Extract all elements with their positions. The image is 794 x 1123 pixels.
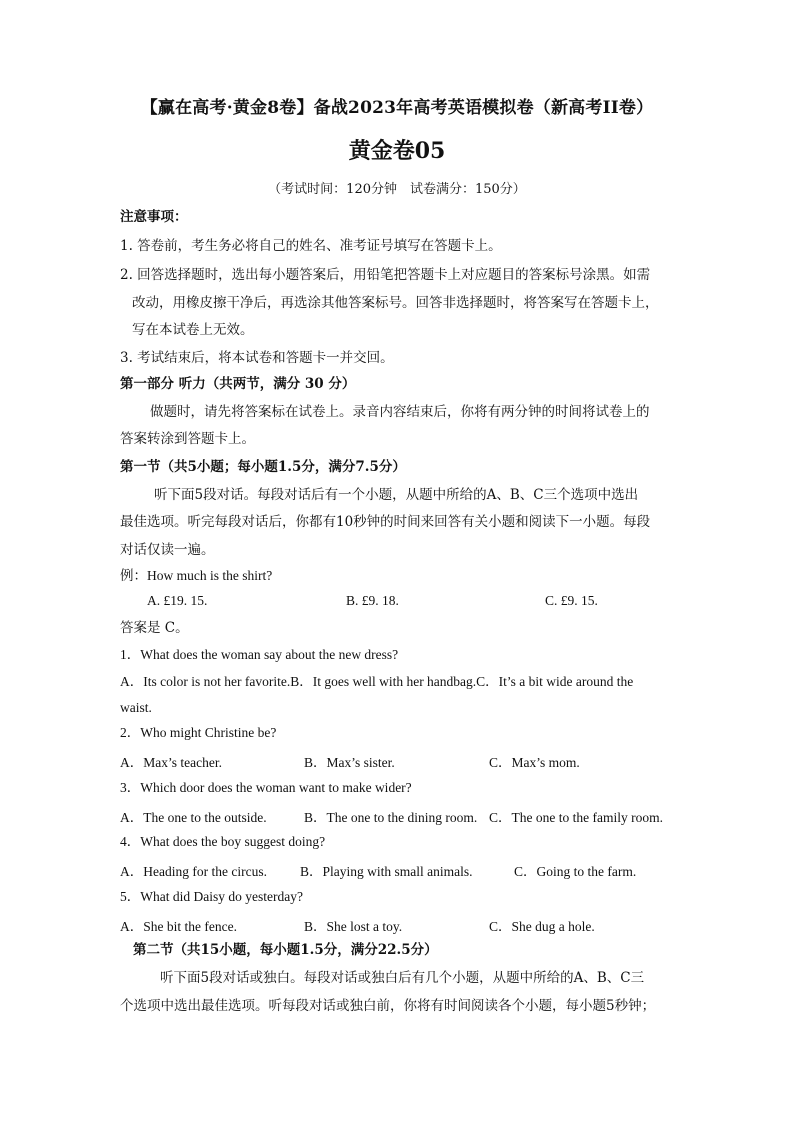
- note-item: 写在本试卷上无效。: [132, 322, 254, 338]
- exam-info: （考试时间：120分钟 试卷满分：150分）: [268, 182, 526, 197]
- example-option: A. £19. 15.: [147, 593, 208, 608]
- question-options: A．Its color is not her favorite.B．It goes well with her handbag.C．It’s a bit wide around the: [120, 674, 634, 689]
- option: B．Playing with small animals.: [300, 864, 473, 879]
- part1-intro: 答案转涂到答题卡上。: [120, 431, 255, 447]
- question-stem: 3．Which door does the woman want to make wider?: [120, 780, 412, 795]
- question-stem: 4．What does the boy suggest doing?: [120, 834, 326, 849]
- section1-heading: 第一节（共5小题；每小题1.5分，满分7.5分）: [120, 459, 406, 475]
- note-item: 2. 回答选择题时，选出每小题答案后，用铅笔把答题卡上对应题目的答案标号涂黑。如需: [120, 267, 651, 283]
- note-item: 改动，用橡皮擦干净后，再选涂其他答案标号。回答非选择题时，将答案写在答题卡上，: [132, 295, 659, 311]
- option: C．Max’s mom.: [489, 755, 580, 770]
- exam-subtitle: 黄金卷05: [348, 138, 446, 164]
- question-stem: 5．What did Daisy do yesterday?: [120, 889, 303, 904]
- option: B．She lost a toy.: [304, 919, 403, 934]
- section1-intro: 最佳选项。听完每段对话后，你都有10秒钟的时间来回答有关小题和阅读下一小题。每段: [120, 514, 651, 530]
- option: A．The one to the outside.: [120, 810, 267, 825]
- part1-intro: 做题时，请先将答案标在试卷上。录音内容结束后，你将有两分钟的时间将试卷上的: [150, 404, 650, 420]
- section2-intro: 听下面5段对话或独白。每段对话或独白后有几个小题，从题中所给的A、B、C三: [160, 970, 645, 986]
- option: B．Max’s sister.: [304, 755, 395, 770]
- part1-heading: 第一部分 听力（共两节，满分 30 分）: [120, 376, 356, 392]
- section2-intro: 个选项中选出最佳选项。听每段对话或独白前，你将有时间阅读各个小题，每小题5秒钟；: [120, 998, 656, 1014]
- exam-title: 【赢在高考·黄金8卷】备战2023年高考英语模拟卷（新高考II卷）: [140, 98, 654, 118]
- example-question: 例：How much is the shirt?: [120, 568, 273, 583]
- section1-intro: 听下面5段对话。每段对话后有一个小题，从题中所给的A、B、C三个选项中选出: [154, 487, 639, 503]
- option: A．Heading for the circus.: [120, 864, 267, 879]
- question-stem: 1．What does the woman say about the new dress?: [120, 647, 399, 662]
- option: C．She dug a hole.: [489, 919, 595, 934]
- notes-heading: 注意事项：: [120, 209, 188, 225]
- section1-intro: 对话仅读一遍。: [120, 542, 215, 558]
- example-option: B. £9. 18.: [346, 593, 399, 608]
- option: C．The one to the family room.: [489, 810, 663, 825]
- question-options: waist.: [120, 700, 152, 715]
- question-stem: 2．Who might Christine be?: [120, 725, 277, 740]
- option: A．Max’s teacher.: [120, 755, 222, 770]
- option: B．The one to the dining room.: [304, 810, 478, 825]
- example-option: C. £9. 15.: [545, 593, 598, 608]
- option: C．Going to the farm.: [514, 864, 637, 879]
- note-item: 3. 考试结束后，将本试卷和答题卡一并交回。: [120, 350, 394, 366]
- note-item: 1. 答卷前，考生务必将自己的姓名、准考证号填写在答题卡上。: [120, 238, 502, 254]
- example-answer: 答案是 C。: [120, 620, 189, 636]
- option: A．She bit the fence.: [120, 919, 237, 934]
- section2-heading: 第二节（共15小题，每小题1.5分，满分22.5分）: [133, 942, 438, 958]
